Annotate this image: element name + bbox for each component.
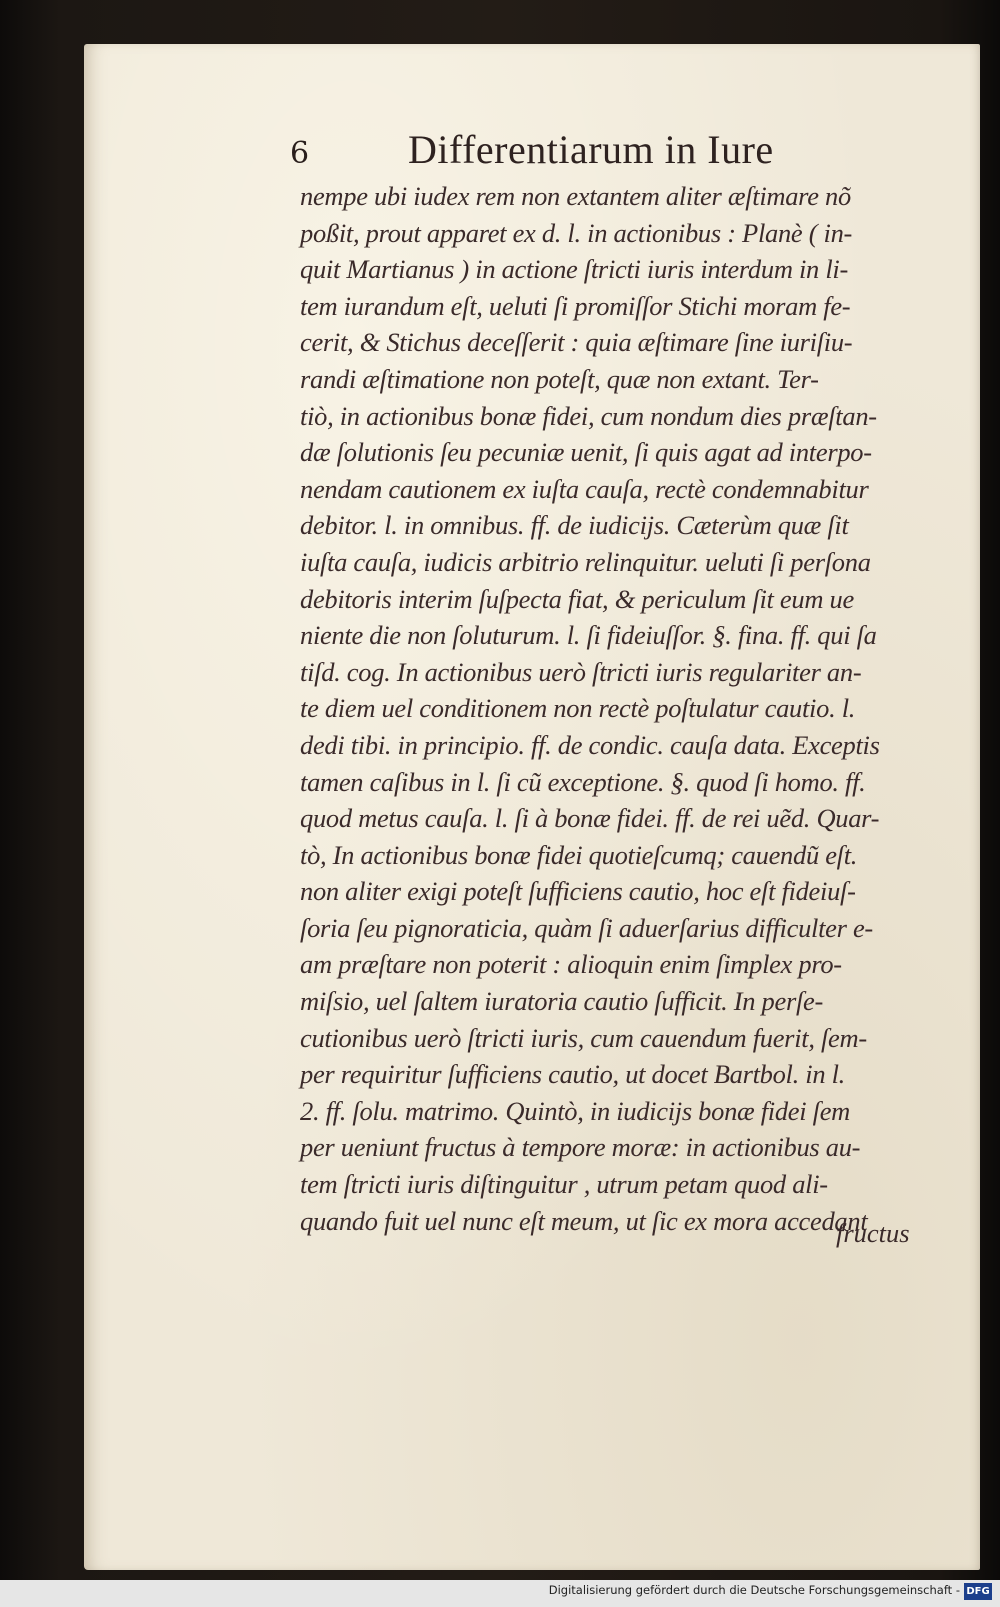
text-line: tiò, in actionibus bonæ fidei, cum nondum dies præſtan- [300, 400, 877, 431]
text-line: quit Martianus ) in actione ſtricti iuris interdum in li- [300, 254, 848, 285]
text-line: te diem uel conditionem non rectè poſtulatur cautio. l. [300, 693, 856, 724]
text-line: tiſd. cog. In actionibus uerò ſtricti iuris regulariter an- [300, 656, 862, 687]
text-line: dæ ſolutionis ſeu pecuniæ uenit, ſi quis agat ad interpo- [300, 437, 872, 468]
text-line: randi æſtimatione non poteſt, quæ non extant. Ter- [300, 363, 819, 394]
text-line: 2. ff. ſolu. matrimo. Quintò, in iudicijs bonæ fidei ſem [300, 1095, 851, 1126]
text-line: debitor. l. in omnibus. ff. de iudicijs. Cæterùm quæ ſit [300, 510, 849, 541]
text-line: cutionibus uerò ſtricti iuris, cum cauendum fuerit, ſem- [300, 1022, 867, 1053]
text-line: debitoris interim ſuſpecta fiat, & periculum ſit eum ue [300, 583, 854, 614]
text-line: quod metus cauſa. l. ſi à bonæ fidei. ff. de rei uẽd. Quar- [300, 803, 880, 834]
footer-strip [0, 1580, 1000, 1607]
catchword: fructus [836, 1218, 910, 1248]
text-line: am præſtare non poterit : alioquin enim ſimplex pro- [300, 949, 842, 980]
text-line: niente die non ſoluturum. l. ſi fideiuſſor. §. fina. ff. qui ſa [300, 620, 877, 651]
text-line: tò, In actionibus bonæ fidei quotieſcumq; cauendũ eſt. [300, 839, 858, 870]
text-line: quando fuit uel nunc eſt meum, ut ſic ex mora accedant [300, 1205, 868, 1236]
text-line: nendam cautionem ex iuſta cauſa, rectè condemnabitur [300, 473, 869, 504]
page-header [290, 126, 850, 176]
text-line: nempe ubi iudex rem non extantem aliter æſtimare nõ [300, 181, 851, 211]
text-line: dedi tibi. in principio. ff. de condic. cauſa data. Exceptis [300, 729, 880, 760]
page-number: 6 [290, 136, 310, 171]
running-title: Differentiarum in Iure [408, 127, 774, 172]
text-line: ſoria ſeu pignoraticia, quàm ſi aduerſarius difficulter e- [300, 912, 873, 943]
text-line: cerit, & Stichus deceſſerit : quia æſtimare ſine iuriſiu- [300, 327, 853, 358]
text-line: iuſta cauſa, iudicis arbitrio relinquitur. ueluti ſi perſona [300, 546, 871, 577]
text-line: per ueniunt fructus à tempore moræ: in actionibus au- [300, 1132, 861, 1163]
text-line: tem iurandum eſt, ueluti ſi promiſſor Stichi moram fe- [300, 290, 851, 321]
text-line: tem ſtricti iuris diſtinguitur , utrum petam quod ali- [300, 1169, 828, 1200]
digitization-credit: Digitalisierung gefördert durch die Deutsche Forschungsgemeinschaft - [548, 1583, 960, 1597]
text-line: poßit, prout apparet ex d. l. in actionibus : Planè ( in- [300, 217, 853, 248]
dfg-logo[interactable]: DFG [964, 1583, 992, 1600]
text-line: per requiritur ſufficiens cautio, ut docet Bartbol. in l. [300, 1059, 845, 1090]
text-line: miſsio, uel ſaltem iuratoria cautio ſufficit. In perſe- [300, 986, 824, 1017]
text-line: tamen caſibus in l. ſi cũ exceptione. §. quod ſi homo. ff. [300, 766, 866, 797]
text-line: non aliter exigi poteſt ſufficiens cautio, hoc eſt fideiuſ- [300, 876, 856, 907]
body-text [300, 178, 936, 1239]
